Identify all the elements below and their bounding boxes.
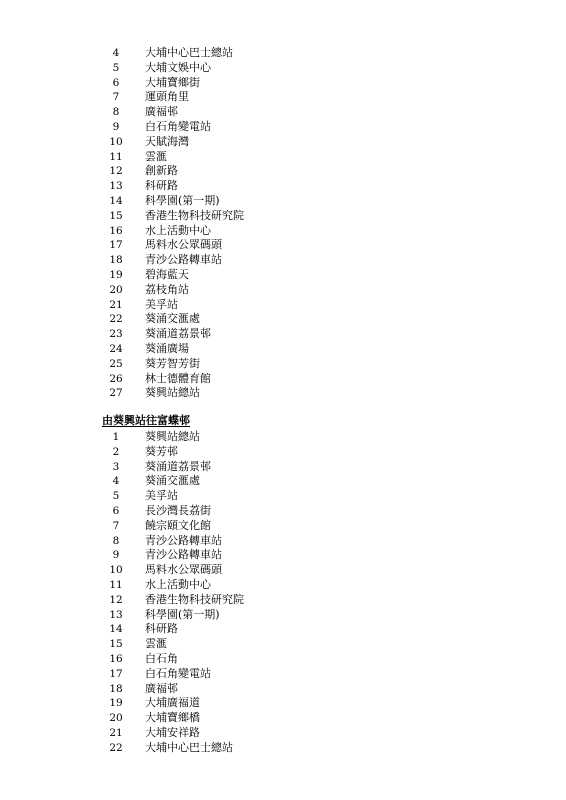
stop-name: 馬料水公眾碼頭	[145, 563, 222, 577]
stop-name: 廣福邨	[145, 681, 178, 695]
list-item	[0, 268, 566, 283]
stop-name: 大埔安祥路	[145, 725, 200, 739]
stop-number: 14	[109, 623, 123, 636]
stop-name: 饒宗頤文化館	[145, 518, 211, 532]
stop-number: 5	[112, 490, 120, 503]
stop-name: 白石角	[145, 651, 178, 665]
stop-name: 葵涌道荔景邨	[145, 327, 211, 341]
stop-number: 24	[109, 342, 123, 355]
stop-number: 5	[112, 61, 120, 74]
list-item	[0, 283, 566, 298]
stop-number: 22	[109, 741, 123, 754]
stop-number: 2	[112, 445, 120, 458]
list-item	[0, 194, 566, 209]
list-item	[0, 593, 566, 608]
stop-name: 天賦海灣	[145, 134, 189, 148]
list-item	[0, 150, 566, 165]
list-item	[0, 46, 566, 61]
section-heading: 由葵興站往富蝶邨	[102, 414, 190, 427]
stop-name: 馬料水公眾碼頭	[145, 238, 222, 252]
stop-number: 19	[109, 268, 123, 281]
stop-number: 1	[112, 431, 120, 443]
stop-number: 7	[112, 91, 120, 104]
list-item	[0, 327, 566, 342]
stop-number: 8	[112, 534, 120, 547]
stop-number: 9	[112, 549, 120, 562]
list-item	[0, 682, 566, 697]
stop-number: 20	[109, 283, 123, 296]
list-item	[0, 120, 566, 135]
stop-name: 青沙公路轉車站	[145, 548, 222, 562]
list-item	[0, 372, 566, 387]
stop-name: 葵涌道荔景邨	[145, 459, 211, 473]
stop-number: 17	[109, 667, 123, 680]
list-item	[0, 667, 566, 682]
stop-number: 25	[109, 357, 123, 370]
list-item	[0, 637, 566, 652]
list-item	[0, 696, 566, 711]
stop-name: 大埔中心巴士總站	[145, 740, 233, 754]
stop-number: 19	[109, 697, 123, 710]
list-item	[0, 224, 566, 239]
stop-name: 大埔廣福道	[145, 696, 200, 710]
list-item	[0, 253, 566, 268]
stop-name: 美孚站	[145, 297, 178, 311]
list-item	[0, 135, 566, 150]
list-item	[0, 578, 566, 593]
stop-name: 葵芳邨	[145, 444, 178, 458]
list-item	[0, 90, 566, 105]
stop-name: 林士德體育館	[145, 371, 211, 385]
stop-number: 6	[112, 76, 120, 89]
stop-number: 8	[112, 106, 120, 119]
list-item	[0, 534, 566, 549]
list-item	[0, 474, 566, 489]
stop-number: 13	[109, 608, 123, 621]
stop-name: 科學園(第一期)	[145, 193, 220, 207]
stop-name: 葵興站總站	[145, 386, 200, 400]
list-item	[0, 726, 566, 741]
stop-number: 22	[109, 313, 123, 326]
stop-name: 碧海藍天	[145, 267, 189, 281]
stop-number: 15	[109, 638, 123, 651]
list-item	[0, 563, 566, 578]
list-item	[0, 519, 566, 534]
stop-name: 大埔文娛中心	[145, 60, 211, 74]
stop-number: 21	[109, 298, 123, 311]
stop-name: 荔枝角站	[145, 282, 189, 296]
stop-name: 雲滙	[145, 149, 167, 163]
list-item	[0, 209, 566, 224]
list-item	[0, 105, 566, 120]
stop-name: 香港生物科技研究院	[145, 592, 244, 606]
list-item	[0, 238, 566, 253]
stop-number: 4	[112, 475, 120, 488]
list-item	[0, 652, 566, 667]
list-item	[0, 489, 566, 504]
stop-number: 12	[109, 165, 123, 178]
stop-name: 葵涌交滙處	[145, 474, 200, 488]
list-item	[0, 298, 566, 313]
stop-name: 科研路	[145, 179, 178, 193]
stop-number: 7	[112, 519, 120, 532]
list-item	[0, 622, 566, 637]
stop-list-kwai-hing-to-fu-tip	[0, 430, 566, 756]
stop-name: 白石角變電站	[145, 666, 211, 680]
list-item	[0, 357, 566, 372]
stop-number: 12	[109, 593, 123, 606]
stop-number: 23	[109, 328, 123, 341]
stop-number: 13	[109, 180, 123, 193]
stop-number: 6	[112, 504, 120, 517]
stop-number: 16	[109, 224, 123, 237]
stop-number: 20	[109, 712, 123, 725]
stop-number: 21	[109, 726, 123, 739]
stop-name: 青沙公路轉車站	[145, 253, 222, 267]
stop-name: 創新路	[145, 164, 178, 178]
stop-number: 18	[109, 682, 123, 695]
stop-number: 10	[109, 564, 123, 577]
stop-name: 科學園(第一期)	[145, 607, 220, 621]
list-item	[0, 445, 566, 460]
stop-name: 葵興站總站	[145, 430, 200, 443]
list-item	[0, 342, 566, 357]
list-item	[0, 711, 566, 726]
stop-name: 葵涌交滙處	[145, 312, 200, 326]
stop-number: 10	[109, 135, 123, 148]
list-item	[0, 548, 566, 563]
stop-name: 美孚站	[145, 489, 178, 503]
stop-name: 水上活動中心	[145, 223, 211, 237]
stop-list-continued	[0, 46, 566, 401]
list-item	[0, 312, 566, 327]
stop-name: 運頭角里	[145, 90, 189, 104]
stop-number: 18	[109, 254, 123, 267]
stop-number: 11	[109, 578, 123, 591]
stop-name: 大埔寶鄉橋	[145, 711, 200, 725]
stop-number: 15	[109, 209, 123, 222]
stop-number: 14	[109, 194, 123, 207]
list-item	[0, 76, 566, 91]
list-item	[0, 741, 566, 756]
stop-name: 長沙灣長荔街	[145, 503, 211, 517]
list-item	[0, 504, 566, 519]
list-item	[0, 386, 566, 401]
list-item	[0, 164, 566, 179]
stop-name: 科研路	[145, 622, 178, 636]
stop-name: 香港生物科技研究院	[145, 208, 244, 222]
stop-name: 水上活動中心	[145, 577, 211, 591]
stop-name: 大埔寶鄉街	[145, 75, 200, 89]
stop-number: 17	[109, 239, 123, 252]
stop-number: 4	[112, 47, 120, 59]
stop-name: 白石角變電站	[145, 119, 211, 133]
stop-number: 26	[109, 372, 123, 385]
list-item	[0, 61, 566, 76]
stop-number: 11	[109, 150, 123, 163]
stop-number: 16	[109, 652, 123, 665]
list-item	[0, 430, 566, 445]
list-item	[0, 460, 566, 475]
stop-number: 9	[112, 120, 120, 133]
stop-number: 27	[109, 387, 123, 400]
stop-name: 廣福邨	[145, 105, 178, 119]
stop-name: 葵涌廣場	[145, 341, 189, 355]
stop-number: 3	[112, 460, 120, 473]
stop-name: 葵芳智芳街	[145, 356, 200, 370]
stop-name: 大埔中心巴士總站	[145, 46, 233, 59]
stop-name: 雲滙	[145, 637, 167, 651]
stop-name: 青沙公路轉車站	[145, 533, 222, 547]
list-item	[0, 179, 566, 194]
list-item	[0, 608, 566, 623]
